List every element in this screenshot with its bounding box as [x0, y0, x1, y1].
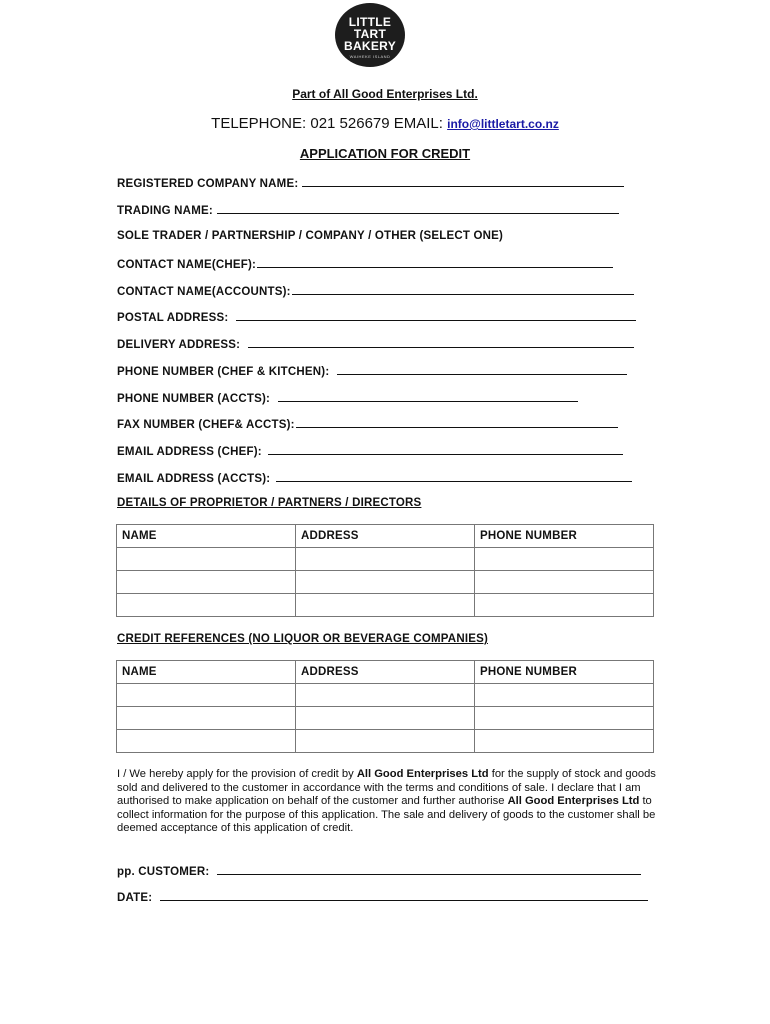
- column-header-phone: PHONE NUMBER: [475, 661, 654, 684]
- customer-signature-field[interactable]: [117, 864, 641, 878]
- field-label: PHONE NUMBER (ACCTS):: [117, 393, 271, 405]
- field-blank-line[interactable]: [278, 391, 578, 402]
- table-cell[interactable]: [117, 571, 296, 594]
- table-cell[interactable]: [296, 548, 475, 571]
- email-chef-field[interactable]: [117, 444, 623, 458]
- declaration-company-name: All Good Enterprises Ltd: [507, 795, 640, 807]
- field-label: SOLE TRADER / PARTNERSHIP / COMPANY / OTHER (SELECT ONE): [117, 230, 504, 242]
- declaration-text: to collect information for the purpose of this application. The sale and delivery of goods to the customer shall be deemed acceptance of this application of credit.: [117, 795, 656, 834]
- declaration-paragraph: [117, 768, 657, 836]
- field-blank-line[interactable]: [276, 471, 632, 482]
- logo-line-2: TART: [353, 27, 387, 41]
- table-cell[interactable]: [475, 548, 654, 571]
- table-row: [117, 730, 654, 753]
- column-header-phone: PHONE NUMBER: [475, 525, 654, 548]
- field-blank-line[interactable]: [292, 284, 634, 295]
- table-cell[interactable]: [475, 730, 654, 753]
- table-cell[interactable]: [117, 707, 296, 730]
- field-label: TRADING NAME:: [117, 205, 213, 217]
- table-cell[interactable]: [475, 684, 654, 707]
- field-label: FAX NUMBER (CHEF& ACCTS):: [117, 419, 295, 431]
- table-cell[interactable]: [296, 684, 475, 707]
- field-label: pp. CUSTOMER:: [117, 866, 210, 878]
- logo-subtext: WAIHEKE ISLAND: [349, 54, 391, 59]
- declaration-company-name: All Good Enterprises Ltd: [356, 768, 489, 780]
- email-accts-field[interactable]: [117, 471, 632, 485]
- logo-line-3: BAKERY: [343, 39, 397, 53]
- column-header-name: NAME: [117, 525, 296, 548]
- table-row: [117, 594, 654, 617]
- field-blank-line[interactable]: [217, 864, 641, 875]
- field-label: DELIVERY ADDRESS:: [117, 339, 241, 351]
- field-blank-line[interactable]: [248, 337, 634, 348]
- table-cell[interactable]: [296, 707, 475, 730]
- table-row: [117, 684, 654, 707]
- table-cell[interactable]: [296, 594, 475, 617]
- contact-line: [0, 115, 770, 132]
- proprietors-table: [116, 524, 654, 617]
- field-label: REGISTERED COMPANY NAME:: [117, 178, 299, 190]
- table-cell[interactable]: [117, 548, 296, 571]
- table-cell[interactable]: [296, 730, 475, 753]
- page-title: APPLICATION FOR CREDIT: [299, 146, 471, 161]
- field-label: EMAIL ADDRESS (CHEF):: [117, 446, 262, 458]
- field-blank-line[interactable]: [257, 257, 613, 268]
- delivery-address-field[interactable]: [117, 337, 634, 351]
- business-type-field: [117, 230, 503, 242]
- table-row: [117, 548, 654, 571]
- logo-line-1: LITTLE: [348, 15, 392, 29]
- table-cell[interactable]: [117, 730, 296, 753]
- field-blank-line[interactable]: [268, 444, 623, 455]
- declaration-text: for the supply of stock and goods sold and delivered to the customer in accordance with the terms and conditions of sale. I declare that I am authorised to make application on behalf of the customer and further authorise: [117, 768, 656, 807]
- field-blank-line[interactable]: [296, 417, 618, 428]
- telephone-label: TELEPHONE: 021 526679 EMAIL:: [211, 115, 443, 132]
- table-cell[interactable]: [296, 571, 475, 594]
- bakery-logo: [333, 3, 407, 67]
- registered-company-name-field[interactable]: [117, 176, 624, 190]
- declaration-text: I / We hereby apply for the provision of credit by: [117, 768, 357, 780]
- field-label: POSTAL ADDRESS:: [117, 312, 229, 324]
- table-cell[interactable]: [117, 684, 296, 707]
- table-header-row: [117, 525, 654, 548]
- postal-address-field[interactable]: [117, 310, 636, 324]
- column-header-name: NAME: [117, 661, 296, 684]
- credit-references-table: [116, 660, 654, 753]
- date-field[interactable]: [117, 890, 648, 904]
- table-cell[interactable]: [475, 594, 654, 617]
- table-cell[interactable]: [117, 594, 296, 617]
- field-blank-line[interactable]: [236, 310, 636, 321]
- table-row: [117, 571, 654, 594]
- field-blank-line[interactable]: [217, 203, 619, 214]
- field-blank-line[interactable]: [302, 176, 624, 187]
- field-label: PHONE NUMBER (CHEF & KITCHEN):: [117, 366, 330, 378]
- fax-number-field[interactable]: [117, 417, 618, 431]
- field-label: DATE:: [117, 892, 153, 904]
- field-label: EMAIL ADDRESS (ACCTS):: [117, 473, 271, 485]
- phone-chef-kitchen-field[interactable]: [117, 364, 627, 378]
- table-cell[interactable]: [475, 571, 654, 594]
- table-header-row: [117, 661, 654, 684]
- credit-references-heading: CREDIT REFERENCES (NO LIQUOR OR BEVERAGE COMPANIES): [117, 633, 488, 645]
- contact-chef-field[interactable]: [117, 257, 613, 271]
- column-header-address: ADDRESS: [296, 525, 475, 548]
- contact-accounts-field[interactable]: [117, 284, 634, 298]
- table-cell[interactable]: [475, 707, 654, 730]
- field-blank-line[interactable]: [337, 364, 627, 375]
- field-blank-line[interactable]: [160, 890, 648, 901]
- proprietors-heading: DETAILS OF PROPRIETOR / PARTNERS / DIRECTORS: [117, 497, 422, 509]
- table-row: [117, 707, 654, 730]
- column-header-address: ADDRESS: [296, 661, 475, 684]
- phone-accts-field[interactable]: [117, 391, 578, 405]
- email-link[interactable]: info@littletart.co.nz: [447, 117, 559, 131]
- trading-name-field[interactable]: [117, 203, 619, 217]
- field-label: CONTACT NAME(CHEF):: [117, 259, 257, 271]
- field-label: CONTACT NAME(ACCOUNTS):: [117, 286, 291, 298]
- company-affiliation: Part of All Good Enterprises Ltd.: [292, 87, 478, 101]
